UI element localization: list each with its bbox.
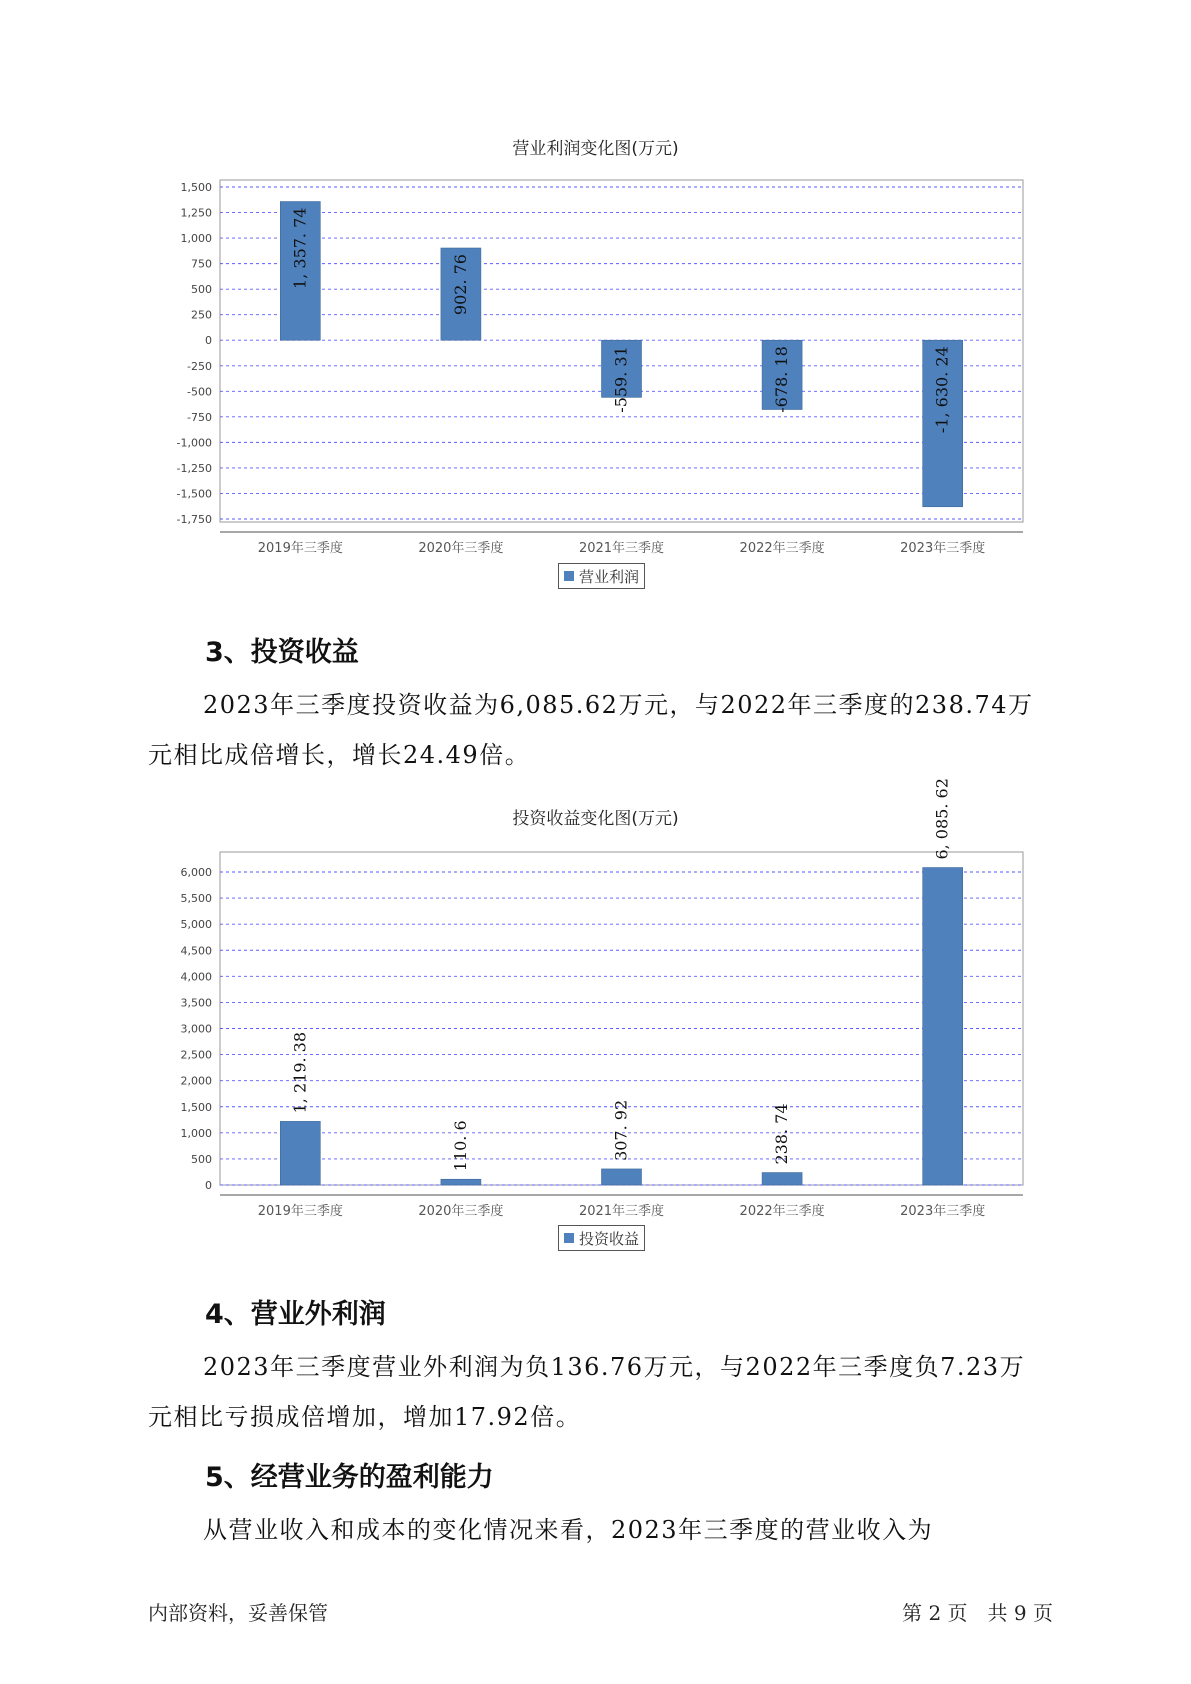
bar [602,1169,642,1185]
x-tick-label: 2020年三季度 [418,1204,504,1219]
y-tick-label: 2,500 [180,1048,212,1062]
bar [280,1121,320,1185]
paragraph-investment-income: 2023年三季度投资收益为6,085.62万元，与2022年三季度的238.74万元相比成倍增长，增长24.49倍。 [148,691,1034,769]
x-tick-label: 2022年三季度 [739,541,825,556]
y-tick-label: 2,000 [180,1074,212,1088]
x-tick-label: 2021年三季度 [578,1204,665,1219]
x-tick-label: 2020年三季度 [418,541,504,556]
y-tick-label: -1,250 [176,461,212,475]
footer-confidential-note: 内部资料，妥善保管 [148,1601,328,1625]
data-label: -678. 18 [772,346,792,413]
legend-swatch [564,1233,574,1243]
chart-title-operating-profit: 营业利润变化图(万元) [512,139,679,159]
data-label: 902. 76 [450,254,470,316]
x-tick-label: 2021年三季度 [578,541,665,556]
y-tick-label: 500 [191,283,212,297]
chart-title-investment-income: 投资收益变化图(万元) [512,809,679,829]
data-label: -1, 630. 24 [932,346,952,434]
y-tick-label: 250 [191,308,212,322]
y-tick-label: 4,000 [180,970,212,984]
data-label: 307. 92 [611,1099,631,1161]
y-tick-label: 3,000 [180,1022,212,1036]
bar [923,868,963,1185]
legend-investment-income [558,1225,645,1251]
y-tick-label: 0 [205,334,212,348]
y-tick-label: 1,500 [180,1100,212,1114]
paragraph-profitability: 从营业收入和成本的变化情况来看，2023年三季度的营业收入为 [203,1516,934,1544]
bar [762,1173,802,1185]
y-tick-label: 5,000 [180,918,212,932]
data-label: 6, 085. 62 [932,778,952,860]
y-tick-label: 1,000 [180,1126,212,1140]
x-tick-label: 2019年三季度 [257,1204,343,1219]
data-label: -559. 31 [611,346,631,413]
y-tick-label: -750 [187,410,212,424]
data-label: 1, 219. 38 [290,1031,310,1114]
x-tick-label: 2023年三季度 [900,1204,986,1219]
y-tick-label: 1,500 [180,181,212,194]
data-label: 110. 6 [450,1120,470,1172]
y-tick-label: 500 [191,1152,212,1166]
section-heading-non-operating-profit: 4、营业外利润 [205,1299,386,1330]
section-heading-investment-income: 3、投资收益 [205,637,359,668]
bar [441,1179,481,1185]
x-tick-label: 2019年三季度 [257,541,343,556]
footer-page-number: 第 2 页 共 9 页 [902,1601,1053,1625]
y-tick-label: -1,750 [176,513,212,526]
y-tick-label: 6,000 [180,866,212,879]
y-tick-label: 4,500 [180,944,212,958]
y-tick-label: -1,500 [176,487,212,501]
paragraph-non-operating-profit: 2023年三季度营业外利润为负136.76万元，与2022年三季度负7.23万元相比亏损成倍增加，增加17.92倍。 [148,1353,1026,1431]
y-tick-label: 0 [205,1179,212,1192]
y-tick-label: -1,000 [176,436,212,450]
y-tick-label: 1,000 [180,232,212,246]
y-tick-label: 1,250 [180,206,212,220]
y-tick-label: -500 [187,385,212,399]
x-tick-label: 2022年三季度 [739,1204,825,1219]
x-tick-label: 2023年三季度 [900,541,986,556]
data-label: 1, 357. 74 [290,207,310,289]
y-tick-label: -250 [187,359,212,373]
y-tick-label: 5,500 [180,892,212,906]
legend-label: 投资收益 [579,1229,640,1248]
y-tick-label: 750 [191,257,212,271]
y-tick-label: 3,500 [180,996,212,1010]
section-heading-profitability: 5、经营业务的盈利能力 [205,1462,494,1493]
legend-label: 营业利润 [579,567,640,586]
data-label: 238. 74 [772,1103,792,1165]
